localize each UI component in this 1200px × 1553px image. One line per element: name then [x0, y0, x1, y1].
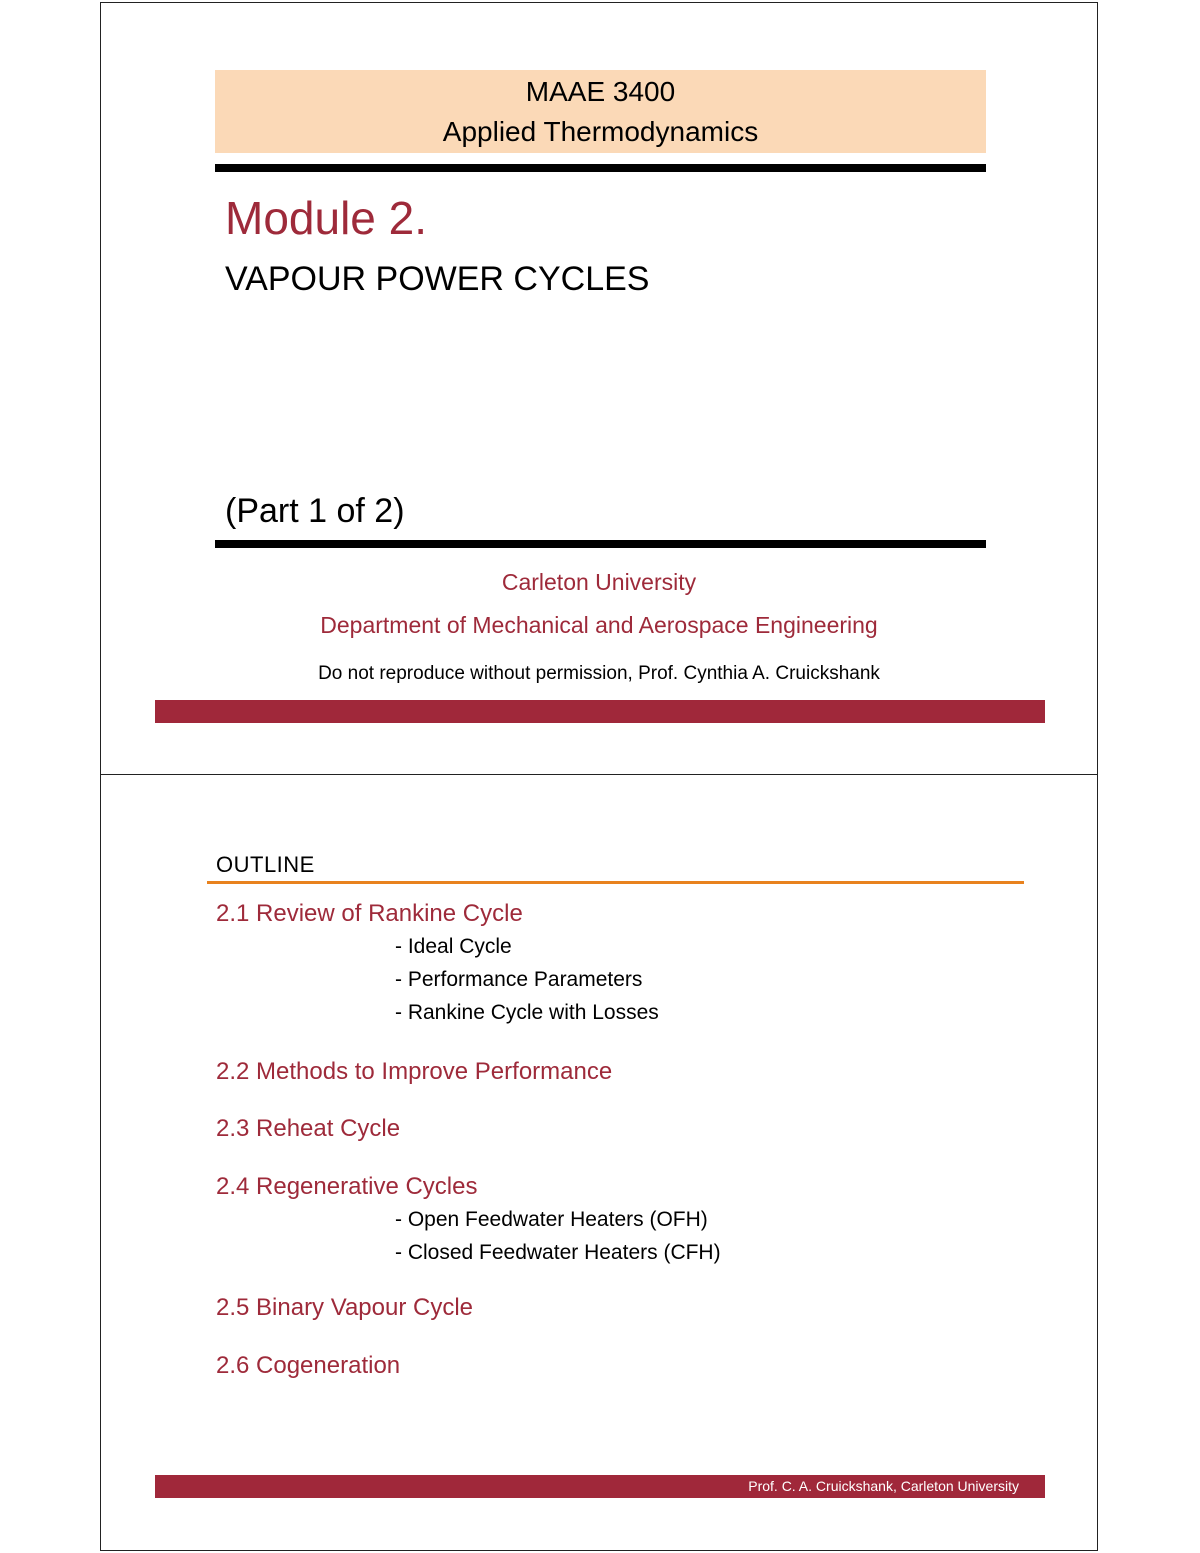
- top-divider: [215, 164, 986, 172]
- outline-section-2-2: 2.2 Methods to Improve Performance: [216, 1058, 613, 1085]
- outline-divider: [207, 881, 1024, 884]
- outline-subitem: - Rankine Cycle with Losses: [395, 1001, 659, 1024]
- outline-heading: OUTLINE: [216, 852, 315, 877]
- course-code: MAAE 3400: [525, 76, 676, 107]
- course-name: Applied Thermodynamics: [442, 116, 759, 147]
- outline-section-2-6: 2.6 Cogeneration: [216, 1352, 401, 1379]
- outline-subitem: - Ideal Cycle: [395, 935, 512, 958]
- outline-section-2-3: 2.3 Reheat Cycle: [216, 1115, 401, 1142]
- university-name: Carleton University: [501, 569, 697, 595]
- footer-bar: [155, 1475, 1045, 1498]
- outline-section-2-4: 2.4 Regenerative Cycles: [216, 1173, 478, 1200]
- outline-subitem: - Performance Parameters: [395, 968, 643, 991]
- outline-slide: [100, 774, 1098, 1551]
- department-name: Department of Mechanical and Aerospace Engineering: [320, 612, 878, 638]
- outline-subitem: - Open Feedwater Heaters (OFH): [395, 1208, 708, 1231]
- footer-credit: Prof. C. A. Cruickshank, Carleton University: [748, 1478, 1019, 1494]
- outline-section-2-1: 2.1 Review of Rankine Cycle: [216, 900, 523, 927]
- outline-section-2-5: 2.5 Binary Vapour Cycle: [216, 1294, 474, 1321]
- copyright-notice: Do not reproduce without permission, Prof. Cynthia A. Cruickshank: [318, 663, 880, 684]
- module-title: Module 2.: [225, 192, 428, 244]
- title-slide: [100, 2, 1098, 775]
- part-label: (Part 1 of 2): [225, 492, 405, 530]
- footer-bar: [155, 700, 1045, 723]
- module-subtitle: VAPOUR POWER CYCLES: [225, 260, 650, 298]
- course-title-box: [215, 70, 986, 153]
- bottom-divider: [215, 540, 986, 548]
- outline-subitem: - Closed Feedwater Heaters (CFH): [395, 1241, 721, 1264]
